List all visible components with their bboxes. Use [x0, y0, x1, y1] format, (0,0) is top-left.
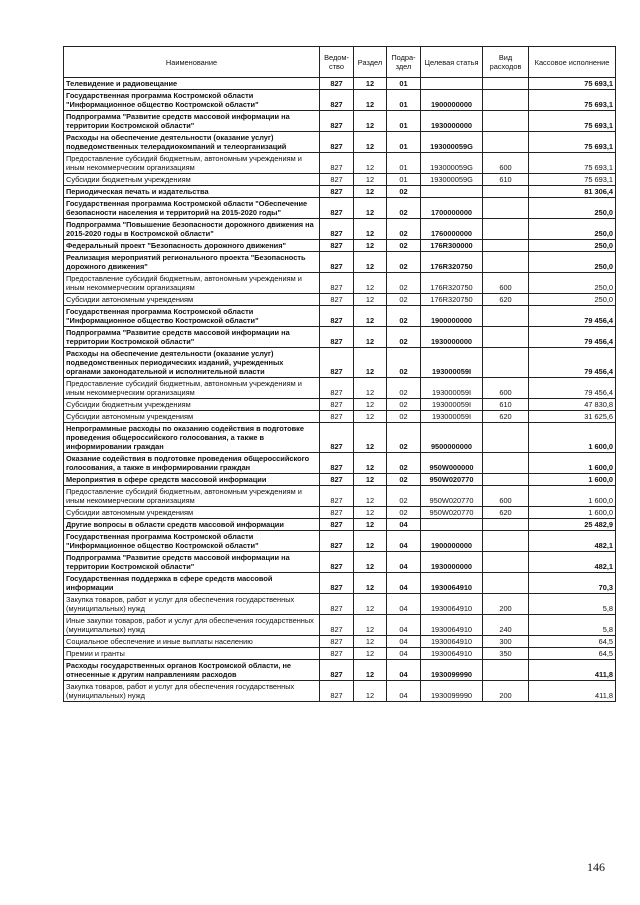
row-target-item: 1930000000 [421, 552, 483, 573]
row-department: 827 [320, 90, 354, 111]
row-target-item: 176R320750 [421, 252, 483, 273]
row-section: 12 [354, 423, 387, 453]
row-name: Расходы на обеспечение деятельности (оказание услуг) подведомственных телерадиокомпаний и телеорганизаций [64, 132, 320, 153]
row-section: 12 [354, 132, 387, 153]
row-section: 12 [354, 486, 387, 507]
table-row [64, 453, 616, 474]
row-section: 12 [354, 294, 387, 306]
header-target-item: Целевая статья [421, 47, 483, 78]
row-target-item: 193000059I [421, 399, 483, 411]
row-cash-execution: 79 456,4 [529, 378, 616, 399]
row-target-item: 1930099990 [421, 660, 483, 681]
table-row [64, 186, 616, 198]
row-name: Государственная поддержка в сфере средств массовой информации [64, 573, 320, 594]
row-section: 12 [354, 399, 387, 411]
row-name: Государственная программа Костромской области "Обеспечение безопасности населения и территорий на 2015-2020 годы" [64, 198, 320, 219]
header-expense-type: Вид расходов [483, 47, 529, 78]
row-target-item: 1930064910 [421, 615, 483, 636]
row-section: 12 [354, 573, 387, 594]
row-expense-type [483, 327, 529, 348]
row-target-item: 193000059I [421, 348, 483, 378]
row-expense-type: 350 [483, 648, 529, 660]
row-cash-execution: 79 456,4 [529, 327, 616, 348]
row-subsection: 02 [387, 273, 421, 294]
row-expense-type: 300 [483, 636, 529, 648]
row-department: 827 [320, 348, 354, 378]
table-row [64, 198, 616, 219]
row-target-item: 9500000000 [421, 423, 483, 453]
table-row [64, 519, 616, 531]
row-section: 12 [354, 348, 387, 378]
row-name: Федеральный проект "Безопасность дорожного движения" [64, 240, 320, 252]
row-expense-type [483, 306, 529, 327]
row-section: 12 [354, 594, 387, 615]
row-subsection: 04 [387, 552, 421, 573]
row-expense-type [483, 78, 529, 90]
row-cash-execution: 250,0 [529, 294, 616, 306]
row-subsection: 01 [387, 153, 421, 174]
row-subsection: 02 [387, 348, 421, 378]
row-name: Субсидии автономным учреждениям [64, 294, 320, 306]
row-name: Реализация мероприятий регионального проекта "Безопасность дорожного движения" [64, 252, 320, 273]
row-section: 12 [354, 615, 387, 636]
table-row [64, 306, 616, 327]
row-cash-execution: 482,1 [529, 552, 616, 573]
row-subsection: 04 [387, 615, 421, 636]
row-subsection: 02 [387, 423, 421, 453]
row-department: 827 [320, 411, 354, 423]
row-cash-execution: 5,8 [529, 594, 616, 615]
row-department: 827 [320, 531, 354, 552]
row-name: Субсидии бюджетным учреждениям [64, 399, 320, 411]
row-subsection: 02 [387, 306, 421, 327]
row-section: 12 [354, 636, 387, 648]
row-subsection: 02 [387, 186, 421, 198]
row-cash-execution: 47 830,8 [529, 399, 616, 411]
row-subsection: 01 [387, 174, 421, 186]
row-cash-execution: 79 456,4 [529, 348, 616, 378]
row-cash-execution: 75 693,1 [529, 174, 616, 186]
table-row [64, 573, 616, 594]
table-row [64, 252, 616, 273]
row-name: Другие вопросы в области средств массовой информации [64, 519, 320, 531]
row-subsection: 04 [387, 594, 421, 615]
table-row [64, 660, 616, 681]
row-expense-type [483, 423, 529, 453]
table-row [64, 486, 616, 507]
table-body [64, 78, 616, 702]
row-expense-type [483, 552, 529, 573]
row-expense-type [483, 660, 529, 681]
row-section: 12 [354, 507, 387, 519]
row-subsection: 02 [387, 219, 421, 240]
row-expense-type: 620 [483, 507, 529, 519]
row-expense-type [483, 453, 529, 474]
row-name: Субсидии бюджетным учреждениям [64, 174, 320, 186]
row-cash-execution: 1 600,0 [529, 474, 616, 486]
row-target-item: 176R300000 [421, 240, 483, 252]
row-cash-execution: 75 693,1 [529, 153, 616, 174]
row-name: Премии и гранты [64, 648, 320, 660]
row-target-item: 950W020770 [421, 474, 483, 486]
row-target-item: 1760000000 [421, 219, 483, 240]
row-department: 827 [320, 552, 354, 573]
row-department: 827 [320, 594, 354, 615]
row-target-item: 193000059I [421, 378, 483, 399]
row-target-item: 1900000000 [421, 306, 483, 327]
row-cash-execution: 5,8 [529, 615, 616, 636]
table-row [64, 294, 616, 306]
row-subsection: 02 [387, 198, 421, 219]
row-department: 827 [320, 378, 354, 399]
row-expense-type: 610 [483, 174, 529, 186]
row-cash-execution: 250,0 [529, 240, 616, 252]
row-department: 827 [320, 327, 354, 348]
row-section: 12 [354, 681, 387, 702]
row-target-item [421, 186, 483, 198]
table-row [64, 423, 616, 453]
row-cash-execution: 31 625,6 [529, 411, 616, 423]
table-row [64, 240, 616, 252]
header-subsection: Подра-здел [387, 47, 421, 78]
row-expense-type [483, 252, 529, 273]
row-cash-execution: 250,0 [529, 273, 616, 294]
table-row [64, 531, 616, 552]
row-name: Телевидение и радиовещание [64, 78, 320, 90]
row-expense-type [483, 240, 529, 252]
row-department: 827 [320, 219, 354, 240]
row-cash-execution: 482,1 [529, 531, 616, 552]
row-name: Подпрограмма "Развитие средств массовой информации на территории Костромской области" [64, 552, 320, 573]
row-department: 827 [320, 198, 354, 219]
row-name: Оказание содействия в подготовке проведения общероссийского голосования, а также в информировании граждан [64, 453, 320, 474]
row-expense-type: 600 [483, 153, 529, 174]
row-name: Непрограммные расходы по оказанию содействия в подготовке проведения общероссийского голосования, а также в информировании граждан [64, 423, 320, 453]
table-row [64, 615, 616, 636]
row-expense-type: 620 [483, 411, 529, 423]
row-section: 12 [354, 648, 387, 660]
table-row [64, 348, 616, 378]
row-subsection: 02 [387, 486, 421, 507]
row-section: 12 [354, 411, 387, 423]
row-cash-execution: 79 456,4 [529, 306, 616, 327]
row-target-item [421, 519, 483, 531]
row-target-item: 193000059I [421, 411, 483, 423]
row-cash-execution: 75 693,1 [529, 78, 616, 90]
row-department: 827 [320, 486, 354, 507]
table-row [64, 399, 616, 411]
row-subsection: 02 [387, 474, 421, 486]
row-section: 12 [354, 174, 387, 186]
row-expense-type: 600 [483, 273, 529, 294]
row-expense-type: 600 [483, 378, 529, 399]
row-target-item: 950W020770 [421, 507, 483, 519]
row-cash-execution: 1 600,0 [529, 453, 616, 474]
row-expense-type [483, 198, 529, 219]
row-department: 827 [320, 681, 354, 702]
row-subsection: 02 [387, 378, 421, 399]
row-department: 827 [320, 573, 354, 594]
table-row [64, 90, 616, 111]
row-cash-execution: 1 600,0 [529, 507, 616, 519]
row-section: 12 [354, 240, 387, 252]
row-department: 827 [320, 306, 354, 327]
row-section: 12 [354, 252, 387, 273]
row-cash-execution: 64,5 [529, 648, 616, 660]
row-expense-type [483, 186, 529, 198]
row-name: Подпрограмма "Повышение безопасности дорожного движения на 2015-2020 годы в Костромской области" [64, 219, 320, 240]
row-expense-type: 240 [483, 615, 529, 636]
row-subsection: 02 [387, 453, 421, 474]
row-expense-type [483, 111, 529, 132]
table-row [64, 474, 616, 486]
row-target-item: 1700000000 [421, 198, 483, 219]
row-expense-type: 610 [483, 399, 529, 411]
row-name: Субсидии автономным учреждениям [64, 507, 320, 519]
row-subsection: 02 [387, 252, 421, 273]
row-department: 827 [320, 399, 354, 411]
row-section: 12 [354, 306, 387, 327]
row-expense-type [483, 519, 529, 531]
row-subsection: 01 [387, 90, 421, 111]
table-row [64, 273, 616, 294]
row-section: 12 [354, 474, 387, 486]
row-expense-type [483, 573, 529, 594]
row-section: 12 [354, 111, 387, 132]
row-expense-type [483, 348, 529, 378]
row-subsection: 04 [387, 573, 421, 594]
table-row [64, 594, 616, 615]
row-expense-type [483, 90, 529, 111]
row-department: 827 [320, 660, 354, 681]
row-expense-type: 200 [483, 594, 529, 615]
row-subsection: 01 [387, 78, 421, 90]
row-target-item: 1900000000 [421, 90, 483, 111]
row-name: Субсидии автономным учреждениям [64, 411, 320, 423]
row-name: Социальное обеспечение и иные выплаты населению [64, 636, 320, 648]
row-department: 827 [320, 111, 354, 132]
row-name: Предоставление субсидий бюджетным, автономным учреждениям и иным некоммерческим организациям [64, 153, 320, 174]
row-cash-execution: 1 600,0 [529, 423, 616, 453]
row-department: 827 [320, 78, 354, 90]
row-expense-type: 620 [483, 294, 529, 306]
row-subsection: 04 [387, 660, 421, 681]
row-expense-type: 600 [483, 486, 529, 507]
row-expense-type [483, 219, 529, 240]
row-section: 12 [354, 273, 387, 294]
row-subsection: 04 [387, 636, 421, 648]
row-target-item: 1930064910 [421, 573, 483, 594]
row-subsection: 04 [387, 531, 421, 552]
row-target-item: 1930000000 [421, 327, 483, 348]
row-name: Подпрограмма "Развитие средств массовой информации на территории Костромской области" [64, 111, 320, 132]
row-expense-type [483, 474, 529, 486]
table-row [64, 507, 616, 519]
row-target-item: 176R320750 [421, 273, 483, 294]
budget-table [63, 46, 616, 702]
table-row [64, 681, 616, 702]
row-cash-execution: 411,8 [529, 681, 616, 702]
header-name: Наименование [64, 47, 320, 78]
row-subsection: 02 [387, 294, 421, 306]
row-subsection: 02 [387, 507, 421, 519]
row-section: 12 [354, 378, 387, 399]
row-section: 12 [354, 198, 387, 219]
row-name: Подпрограмма "Развитие средств массовой информации на территории Костромской области" [64, 327, 320, 348]
row-subsection: 02 [387, 411, 421, 423]
row-target-item: 1930064910 [421, 648, 483, 660]
header-department: Ведом-ство [320, 47, 354, 78]
table-row [64, 552, 616, 573]
row-name: Мероприятия в сфере средств массовой информации [64, 474, 320, 486]
row-target-item: 1930099990 [421, 681, 483, 702]
row-section: 12 [354, 453, 387, 474]
row-department: 827 [320, 240, 354, 252]
row-section: 12 [354, 78, 387, 90]
row-target-item: 193000059G [421, 174, 483, 186]
row-cash-execution: 411,8 [529, 660, 616, 681]
row-cash-execution: 70,3 [529, 573, 616, 594]
row-expense-type [483, 132, 529, 153]
row-name: Предоставление субсидий бюджетным, автономным учреждениям и иным некоммерческим организациям [64, 486, 320, 507]
row-subsection: 02 [387, 240, 421, 252]
table-row [64, 153, 616, 174]
table-row [64, 327, 616, 348]
row-cash-execution: 64,5 [529, 636, 616, 648]
row-subsection: 04 [387, 681, 421, 702]
table-row [64, 78, 616, 90]
row-name: Периодическая печать и издательства [64, 186, 320, 198]
table-row [64, 411, 616, 423]
row-department: 827 [320, 186, 354, 198]
row-target-item: 193000059G [421, 153, 483, 174]
row-department: 827 [320, 474, 354, 486]
row-target-item [421, 78, 483, 90]
page-number: 146 [587, 860, 605, 874]
row-name: Иные закупки товаров, работ и услуг для обеспечения государственных (муниципальных) нужд [64, 615, 320, 636]
row-section: 12 [354, 519, 387, 531]
row-department: 827 [320, 648, 354, 660]
row-name: Государственная программа Костромской области "Информационное общество Костромской области" [64, 531, 320, 552]
row-target-item: 950W000000 [421, 453, 483, 474]
row-cash-execution: 1 600,0 [529, 486, 616, 507]
table-header-row [64, 47, 616, 78]
row-department: 827 [320, 636, 354, 648]
table-row [64, 219, 616, 240]
row-section: 12 [354, 552, 387, 573]
table-row [64, 648, 616, 660]
row-target-item: 1930000000 [421, 111, 483, 132]
row-section: 12 [354, 327, 387, 348]
row-cash-execution: 75 693,1 [529, 132, 616, 153]
row-subsection: 01 [387, 132, 421, 153]
row-section: 12 [354, 153, 387, 174]
row-department: 827 [320, 294, 354, 306]
header-section: Раздел [354, 47, 387, 78]
row-department: 827 [320, 423, 354, 453]
row-cash-execution: 250,0 [529, 198, 616, 219]
row-target-item: 950W020770 [421, 486, 483, 507]
row-subsection: 04 [387, 519, 421, 531]
table-row [64, 132, 616, 153]
row-target-item: 1900000000 [421, 531, 483, 552]
header-cash-execution: Кассовое исполнение [529, 47, 616, 78]
row-department: 827 [320, 519, 354, 531]
row-section: 12 [354, 660, 387, 681]
row-name: Закупка товаров, работ и услуг для обеспечения государственных (муниципальных) нужд [64, 594, 320, 615]
row-name: Государственная программа Костромской области "Информационное общество Костромской области" [64, 90, 320, 111]
row-cash-execution: 75 693,1 [529, 111, 616, 132]
row-name: Предоставление субсидий бюджетным, автономным учреждениям и иным некоммерческим организациям [64, 273, 320, 294]
row-department: 827 [320, 615, 354, 636]
row-department: 827 [320, 153, 354, 174]
row-target-item: 1930064910 [421, 636, 483, 648]
table-row [64, 111, 616, 132]
row-department: 827 [320, 252, 354, 273]
table-row [64, 174, 616, 186]
row-department: 827 [320, 507, 354, 519]
row-section: 12 [354, 186, 387, 198]
row-subsection: 02 [387, 399, 421, 411]
row-department: 827 [320, 453, 354, 474]
row-subsection: 04 [387, 648, 421, 660]
row-name: Расходы государственных органов Костромской области, не отнесенные к другим направлениям расходов [64, 660, 320, 681]
row-department: 827 [320, 273, 354, 294]
row-name: Предоставление субсидий бюджетным, автономным учреждениям и иным некоммерческим организациям [64, 378, 320, 399]
row-target-item: 176R320750 [421, 294, 483, 306]
row-subsection: 01 [387, 111, 421, 132]
row-name: Закупка товаров, работ и услуг для обеспечения государственных (муниципальных) нужд [64, 681, 320, 702]
row-name: Расходы на обеспечение деятельности (оказание услуг) подведомственных периодических изданий, учрежденных органами законодательной и исполнительной власти [64, 348, 320, 378]
row-target-item: 193000059G [421, 132, 483, 153]
row-department: 827 [320, 132, 354, 153]
row-section: 12 [354, 531, 387, 552]
table-row [64, 378, 616, 399]
row-cash-execution: 250,0 [529, 219, 616, 240]
row-department: 827 [320, 174, 354, 186]
row-section: 12 [354, 90, 387, 111]
row-target-item: 1930064910 [421, 594, 483, 615]
table-row [64, 636, 616, 648]
row-subsection: 02 [387, 327, 421, 348]
row-cash-execution: 75 693,1 [529, 90, 616, 111]
row-cash-execution: 81 306,4 [529, 186, 616, 198]
row-cash-execution: 250,0 [529, 252, 616, 273]
row-cash-execution: 25 482,9 [529, 519, 616, 531]
row-expense-type: 200 [483, 681, 529, 702]
row-expense-type [483, 531, 529, 552]
row-section: 12 [354, 219, 387, 240]
row-name: Государственная программа Костромской области "Информационное общество Костромской области" [64, 306, 320, 327]
